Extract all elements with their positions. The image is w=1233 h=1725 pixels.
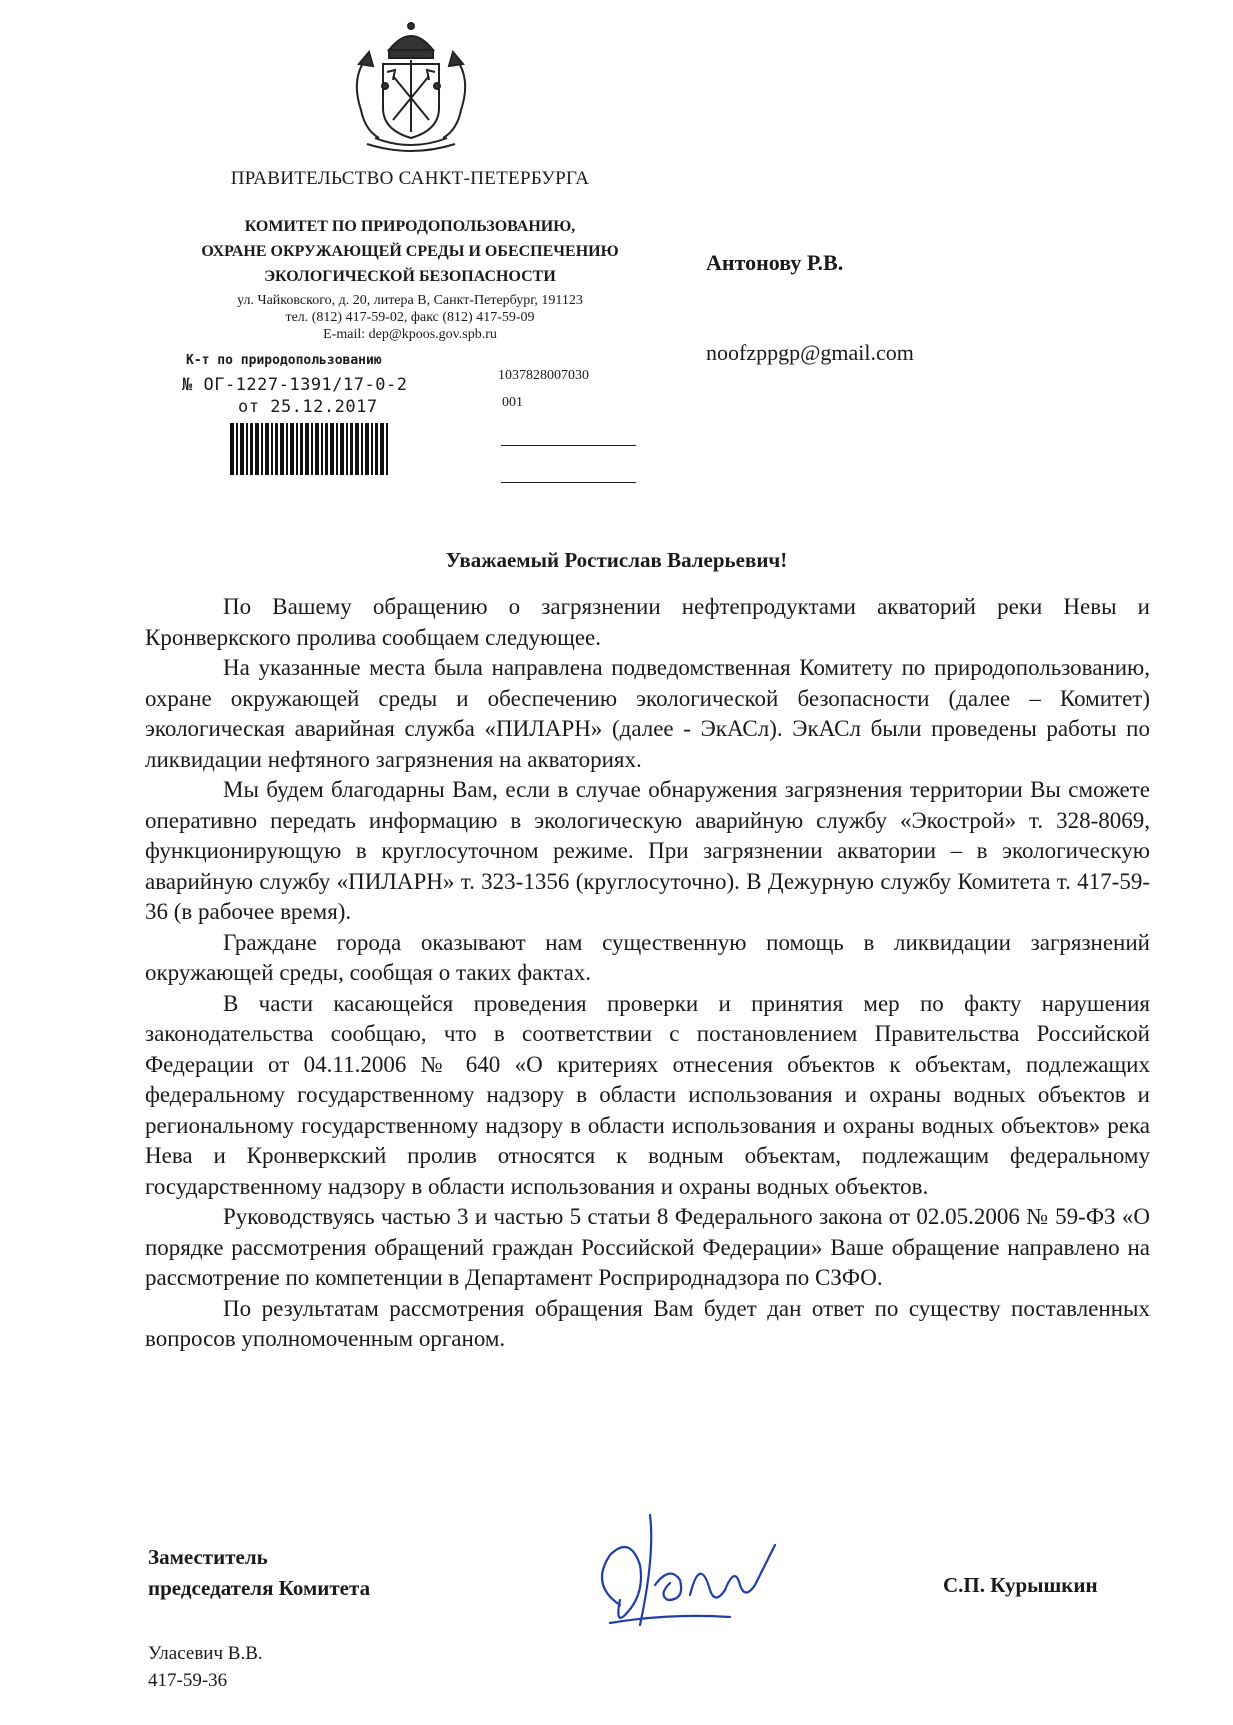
- phone-fax: тел. (812) 417-59-02, факс (812) 417-59-09: [285, 310, 535, 325]
- addressee-name: Антонову Р.В.: [706, 250, 844, 275]
- executor-info: [148, 1640, 263, 1694]
- letter-body: [145, 592, 1150, 1355]
- st-petersburg-coat-of-arms-icon: [345, 20, 477, 160]
- committee-line: КОМИТЕТ ПО ПРИРОДОПОЛЬЗОВАНИЮ,: [244, 218, 576, 235]
- executor-name: Уласевич В.В.: [148, 1643, 263, 1664]
- government-title: ПРАВИТЕЛЬСТВО САНКТ-ПЕТЕРБУРГА: [230, 168, 590, 189]
- registration-stamp: [158, 353, 458, 483]
- signer-title-line: Заместитель: [148, 1545, 268, 1569]
- addressee-email: noofzppgp@gmail.com: [706, 340, 914, 365]
- paragraph: Руководствуясь частью 3 и частью 5 статьи 8 Федерального закона от 02.05.2006 № 59-ФЗ «О порядке рассмотрения обращений граждан Российской Федерации» Ваше обращение направлено на рассмотрение по компетенции в Департамент Росприроднадзора по СЗФО.: [145, 1204, 1150, 1290]
- committee-name: [150, 214, 670, 289]
- registration-date: от 25.12.2017: [238, 397, 378, 417]
- committee-email: E-mail: dep@kpoos.gov.spb.ru: [323, 327, 497, 342]
- registration-number: № ОГ-1227-1391/17-0-2: [182, 375, 408, 395]
- handwritten-signature-icon: [580, 1505, 800, 1635]
- blank-line: [501, 445, 636, 446]
- paragraph: В части касающейся проведения проверки и принятия мер по факту нарушения законодательства сообщаю, что в соответствии с постановлением Правительства Российской Федерации от 04.11.2006 № 640 «О критериях отнесения объектов к объектам, подлежащих федеральному государственному надзору в области использования и охраны водных объектов и региональному государственному надзору в области использования и охраны водных объектов» река Нева и Кронверкский пролив относятся к водным объектам, подлежащим федеральному государственному надзору в области использования и охраны водных объектов.: [145, 990, 1150, 1199]
- postal-address: ул. Чайковского, д. 20, литера В, Санкт-Петербург, 191123: [237, 293, 583, 308]
- ogrn-number: 1037828007030: [498, 368, 589, 383]
- committee-line: ЭКОЛОГИЧЕСКОЙ БЕЗОПАСНОСТИ: [264, 268, 556, 285]
- blank-line: [501, 482, 636, 483]
- paragraph: На указанные места была направлена подведомственная Комитету по природопользованию, охране окружающей среды и обеспечению экологической безопасности (далее – Комитет) экологическая аварийная служба «ПИЛАРН» (далее - ЭкАСл). ЭкАСл были проведены работы по ликвидации нефтяного загрязнения на акваториях.: [145, 655, 1150, 772]
- signer-name: С.П. Курышкин: [943, 1573, 1098, 1597]
- committee-contacts: [150, 292, 670, 343]
- okpo-number: 001: [502, 395, 523, 410]
- signer-title-line: председателя Комитета: [148, 1576, 371, 1600]
- committee-line: ОХРАНЕ ОКРУЖАЮЩЕЙ СРЕДЫ И ОБЕСПЕЧЕНИЮ: [201, 243, 619, 260]
- barcode-icon: [230, 423, 388, 475]
- paragraph: Граждане города оказывают нам существенную помощь в ликвидации загрязнений окружающей среды, сообщая о таких фактах.: [145, 929, 1150, 985]
- signer-title: [148, 1542, 370, 1604]
- greeting: Уважаемый Ростислав Валерьевич!: [445, 548, 788, 572]
- paragraph: Мы будем благодарны Вам, если в случае обнаружения загрязнения территории Вы сможете оперативно передать информацию в экологическую аварийную службу «Экострой» т. 328-8069, функционирующую в круглосуточном режиме. При загрязнении акватории – в экологическую аварийную службу «ПИЛАРН» т. 323-1356 (круглосуточно). В Дежурную службу Комитета т. 417-59-36 (в рабочее время).: [145, 777, 1150, 924]
- paragraph: По Вашему обращению о загрязнении нефтепродуктами акваторий реки Невы и Кронверкского пролива сообщаем следующее.: [145, 594, 1150, 650]
- registration-org: К-т по природопользованию: [186, 353, 382, 368]
- paragraph: По результатам рассмотрения обращения Вам будет дан ответ по существу поставленных вопросов уполномоченным органом.: [145, 1295, 1150, 1351]
- executor-phone: 417-59-36: [148, 1670, 228, 1691]
